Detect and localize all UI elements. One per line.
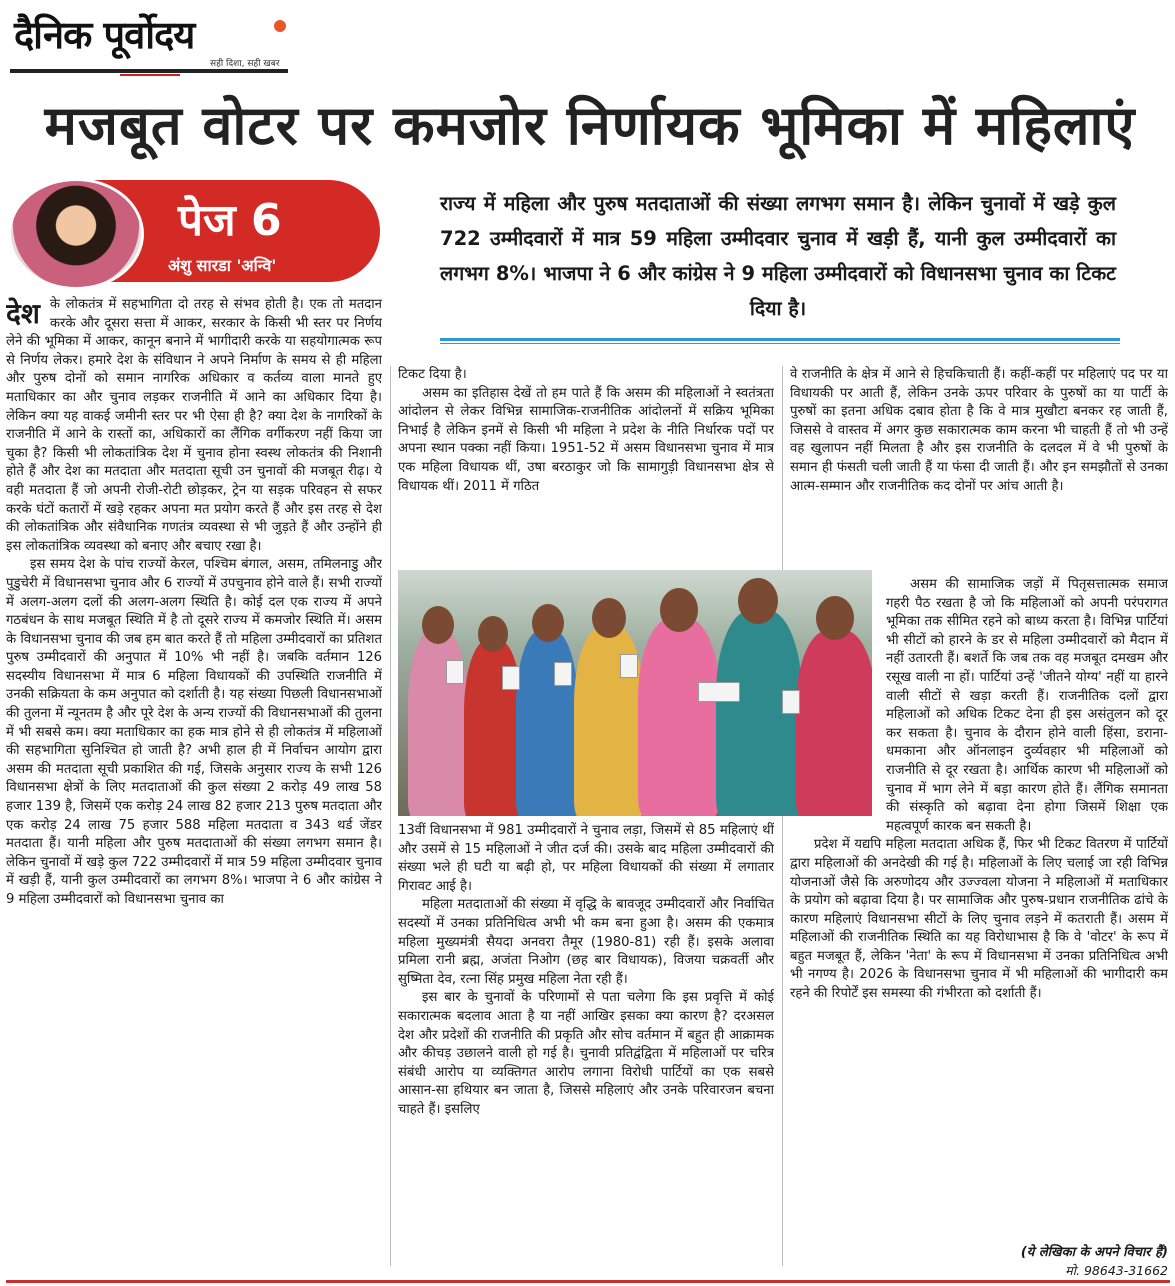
voter-head [478,616,508,652]
voter-id-card [446,660,464,684]
pull-quote-rule-thin [440,343,1120,344]
pull-quote-rule [440,338,1120,341]
column-divider [390,366,391,1266]
paragraph: 13वीं विधानसभा में 981 उम्मीदवारों ने चुनाव लड़ा, जिसमें से 85 महिलाएं थीं और उसमें से 15 महिलाओं ने जीत दर्ज की। उसके बाद महिला उम्मीदवारों की संख्या भले ही घटी या बढ़ी हो, पर महिला विधायकों की संख्या में लगातार गिरावट आई है। [398,823,774,894]
article-headline: मजबूत वोटर पर कमजोर निर्णायक भूमिका में महिलाएं [44,94,1136,157]
author-photo [8,178,144,290]
author-disclaimer: (ये लेखिका के अपने विचार हैं) [1020,1245,1168,1260]
photo-wrap-space [790,576,886,822]
voter-id-card [698,682,740,702]
voter-id-card [502,666,520,690]
pull-quote: राज्य में महिला और पुरुष मतदाताओं की संख्या लगभग समान है। लेकिन चुनावों में खड़े कुल 722 उम्मीदवारों में मात्र 59 महिला उम्मीदवार चुनाव में खड़ी हैं, यानी कुल उम्मीदवारों का लगभग 8%। भाजपा ने 6 और कांग्रेस ने 9 महिला उम्मीदवारों को विधानसभा चुनाव का टिकट दिया है। [440,192,1116,320]
article-column-1 [6,296,382,1270]
article-column-3 [790,576,1168,1236]
author-name: अंशु सारडा 'अन्वि' [168,256,277,275]
paragraph: असम की सामाजिक जड़ों में पितृसत्तात्मक समाज गहरी पैठ रखता है जो कि महिलाओं को अपनी परंपरागत भूमिका तक सीमित रहने को बाध्य करता है। विभिन्न पार्टियां भी सीटों को हारने के डर से महिला उम्मीदवारों को मैदान में नहीं उतारती हैं। बशर्ते कि जब तक वह मजबूत दमखम और रसूख वाली ना हों। पार्टियां उन्हें 'जीतने योग्य' नहीं या हारने वाली सीटों से खड़ा करती हैं। राजनीतिक दलों द्वारा महिलाओं को अधिक टिकट देना ही इस असंतुलन को दूर कर सकता है। चुनाव के दौरान होने वाली हिंसा, डराना-धमकाना और ऑनलाइन दुर्व्यवहार भी महिलाओं को राजनीति से दूर रखता है। आर्थिक कारण भी महिलाओं को चुनाव में भाग लेने में बड़ा कारण होते हैं। लैंगिक समानता की संस्कृति को बढ़ावा देना होगा जिसमें शिक्षा एक महत्वपूर्ण कारक बन सकती है। [886,577,1168,834]
article-column-3-top [790,366,1168,576]
masthead-accent-divider [120,74,180,76]
paragraph: प्रदेश में यद्यपि महिला मतदाता अधिक हैं, फिर भी टिकट वितरण में पार्टियों द्वारा महिलाओं की अनदेखी की गई है। महिलाओं के लिए चलाई जा रही विभिन्न योजनाओं जैसे कि अरुणोदय और उज्ज्वला योजना ने महिलाओं में मताधिकार के प्रयोग को बढ़ावा दिया है। पर सामाजिक और पुरुष-प्रधान राजनीतिक ढांचे के कारण महिलाएं विधानसभा सीटों के लिए चुनाव लड़ने में कतराती हैं। असम में महिलाओं की राजनीतिक स्थिति का यह विरोधाभास है कि वे 'वोटर' के रूप में बहुत मजबूत हैं, लेकिन 'नेता' के रूप में विधानसभा में उनका प्रतिनिधित्व अभी भी नगण्य है। 2026 के विधानसभा चुनाव में भी महिलाओं की भागीदारी कम रहने की रिपोर्टें इस समस्या की गंभीरता को दर्शाती हैं। [790,837,1168,1002]
paragraph: महिला मतदाताओं की संख्या में वृद्धि के बावजूद उम्मीदवारों और निर्वाचित सदस्यों में उनका प्रतिनिधित्व अभी भी कम बना हुआ है। असम की एकमात्र महिला मुख्यमंत्री सैयदा अनवरा तैमूर (1980-81) रही हैं। इसके अलावा प्रमिला रानी ब्रह्म, अजंता निओग (छह बार विधायक), विजया चक्रवर्ती और सुष्मिता देव, रत्ना सिंह प्रमुख महिला नेता रही हैं। [398,897,774,987]
newspaper-logo: दैनिक पूर्वोदय [14,13,195,57]
voter-figure [516,630,578,816]
voter-head [422,606,454,644]
masthead-divider [10,69,288,73]
voter-id-card [620,654,638,678]
paragraph: असम का इतिहास देखें तो हम पाते हैं कि असम की महिलाओं ने स्वतंत्रता आंदोलन से लेकर विभिन्न सामाजिक-राजनीतिक आंदोलनों में सक्रिय भूमिका निभाई है लेकिन इनमें से किसी भी महिला ने प्रदेश के नीति निर्धारक पदों पर अपना स्थान पक्का नहीं किया। 1951-52 में असम विधानसभा चुनाव में मात्र एक महिला विधायक थीं, उषा बरठाकुर जो कि सामागुड़ी विधानसभा क्षेत्र से विधायक थीं। 2011 में गठित [398,385,774,494]
paragraph: वे राजनीति के क्षेत्र में आने से हिचकिचाती हैं। कहीं-कहीं पर महिलाएं पद पर या विधायकी पर आती हैं, लेकिन उनके ऊपर परिवार के पुरुषों का या पार्टी के पुरुषों का इतना अधिक दबाव होता है कि वे मात्र मुखौटा बनकर रह जाती हैं, जिससे वे वास्तव में अगर कुछ सकारात्मक काम करना भी चाहती हैं तो भी उन्हें वह खुलापन नहीं मिलता है और इस राजनीति के दलदल में वे भी पुरुषों के समान ही फंसती चली जाती हैं या फंसा दी जाती हैं। और इन समझौतों से उनका आत्म-सम्मान और राजनीतिक कद दोनों पर आंच आती है। [790,367,1168,494]
article-column-2-top [398,366,774,550]
page-bottom-rule [6,1280,1170,1283]
voter-figure [638,618,720,816]
paragraph: टिकट दिया है। [398,367,467,382]
byline-badge [8,180,380,284]
paragraph: के लोकतंत्र में सहभागिता दो तरह से संभव होती है। एक तो मतदान करके और दूसरा सत्ता में आकर, सरकार के किसी भी स्तर पर निर्णय लेने की भूमिका में आकर, कानून बनाने में भागीदारी करके या सहयोगात्मक रूप से निर्णय लेकर। हमारे देश के संविधान ने अपने निर्माण के समय से ही महिला और पुरुष दोनों को समान नागरिक अधिकार व कर्तव्य वाला मानते हुए मताधिकार का और चुनाव लड़कर राजनीति में आने का अधिकार दिया है। लेकिन क्या यह वाकई जमीनी स्तर पर भी ऐसा ही है? क्या देश के नागरिकों के राजनीति में आने के रास्तों का, अधिकारों का लैंगिक वर्गीकरण नहीं किया जा चुका है? किसी भी लोकतांत्रिक देश में चुनाव होना स्वस्थ लोकतंत्र की निशानी होते हैं और देश का मतदाता और मतदाता सूची उन चुनावों की मजबूत रीढ़। ये वही मतदाता हैं जो अपनी रोजी-रोटी छोड़कर, ट्रेन या सड़क परिवहन से सफर करके घंटों कतारों में खड़े रहकर अपना मत प्रयोग करते हैं और इस तरह से देश की लोकतांत्रिक और संवैधानिक गणतंत्र व्यवस्था से भी जुड़ते हैं और उन्होंने ही इस लोकतांत्रिक व्यवस्था को बनाए और बचाए रखा है। [6,297,382,554]
article-column-2-bottom [398,822,774,1266]
voter-head [532,604,564,642]
voter-id-card [554,662,572,686]
paragraph: इस समय देश के पांच राज्यों केरल, पश्चिम बंगाल, असम, तमिलनाडु और पुडुचेरी में विधानसभा चुनाव और 6 राज्यों में उपचुनाव होने वाले हैं। सभी राज्यों में अलग-अलग दलों की अलग-अलग स्थिति है। कोई दल एक राज्य में अपने गठबंधन के साथ मजबूत स्थिति में है तो दूसरे राज्य में कमजोर स्थिति में। असम के विधानसभा चुनाव की जब हम बात करते हैं तो महिला उम्मीदवारों का प्रतिशत पुरुष उम्मीदवारों की अनुपात में 10% भी नहीं है। जबकि वर्तमान 126 सदस्यीय विधानसभा में मात्र 6 महिला विधायकों की उपस्थिति राजनीति में उनकी सक्रियता के कम अनुपात को दर्शाती है। यह संख्या पिछली विधानसभाओं की तुलना में न्यूनतम है और पूरे देश के अन्य राज्यों की विधानसभाओं की तुलना में भी सबसे कम। क्या मताधिकार का हक मात्र होने से ही लोकतंत्र में महिलाओं की सहभागिता सुनिश्चित हो जाती है? अभी हाल ही में निर्वाचन आयोग द्वारा असम की मतदाता सूची प्रकाशित की गई, जिसके अनुसार राज्य के सभी 126 विधानसभा क्षेत्रों के लिए मतदाताओं की कुल संख्या 2 करोड़ 49 लाख 58 हजार 139 है, जिसमें एक करोड़ 24 लाख 82 हजार 213 पुरुष मतदाता और एक करोड़ 24 लाख 75 हजार 588 महिला मतदाता व 343 थर्ड जेंडर मतदाता हैं। यानी महिला और पुरुष मतदाताओं की संख्या लगभग समान है। लेकिन चुनावों में खड़े कुल 722 उम्मीदवारों में मात्र 59 महिला उम्मीदवार चुनाव में खड़ी हैं, यानी कुल उम्मीदवारों का लगभग 8%। भाजपा ने 6 और कांग्रेस ने 9 महिला उम्मीदवारों को विधानसभा चुनाव का [6,557,382,907]
author-phone: मो. 98643-31662 [1065,1263,1168,1278]
logo-dot-icon [274,20,286,32]
masthead [10,6,290,72]
paragraph: इस बार के चुनावों के परिणामों से पता चलेगा कि इस प्रवृत्ति में कोई सकारात्मक बदलाव आता है या नहीं आखिर इसका क्या कारण है? दरअसल देश और प्रदेशों की राजनीति की प्रकृति और सोच वर्तमान में बहुत ही आक्रामक और कीचड़ उछालने वाली हो गई है। चुनावी प्रतिद्वंद्विता में महिलाओं पर चरित्र संबंधी आरोप या व्यक्तिगत आरोप लगाना विरोधी पार्टियों का एक सबसे आसान-सा हथियार बन जाता है, जिससे महिलाएं और उनके परिवारजन बचना चाहते हैं। इसलिए [398,990,774,1117]
drop-cap: देश [6,297,40,330]
page-label: पेज 6 [178,195,282,246]
voter-head [592,598,626,638]
column-divider [782,366,783,1266]
voter-head [738,578,778,624]
masthead-tagline: सही दिशा, सही खबर [210,59,280,69]
voter-figure [408,630,468,816]
voter-head [660,588,698,632]
